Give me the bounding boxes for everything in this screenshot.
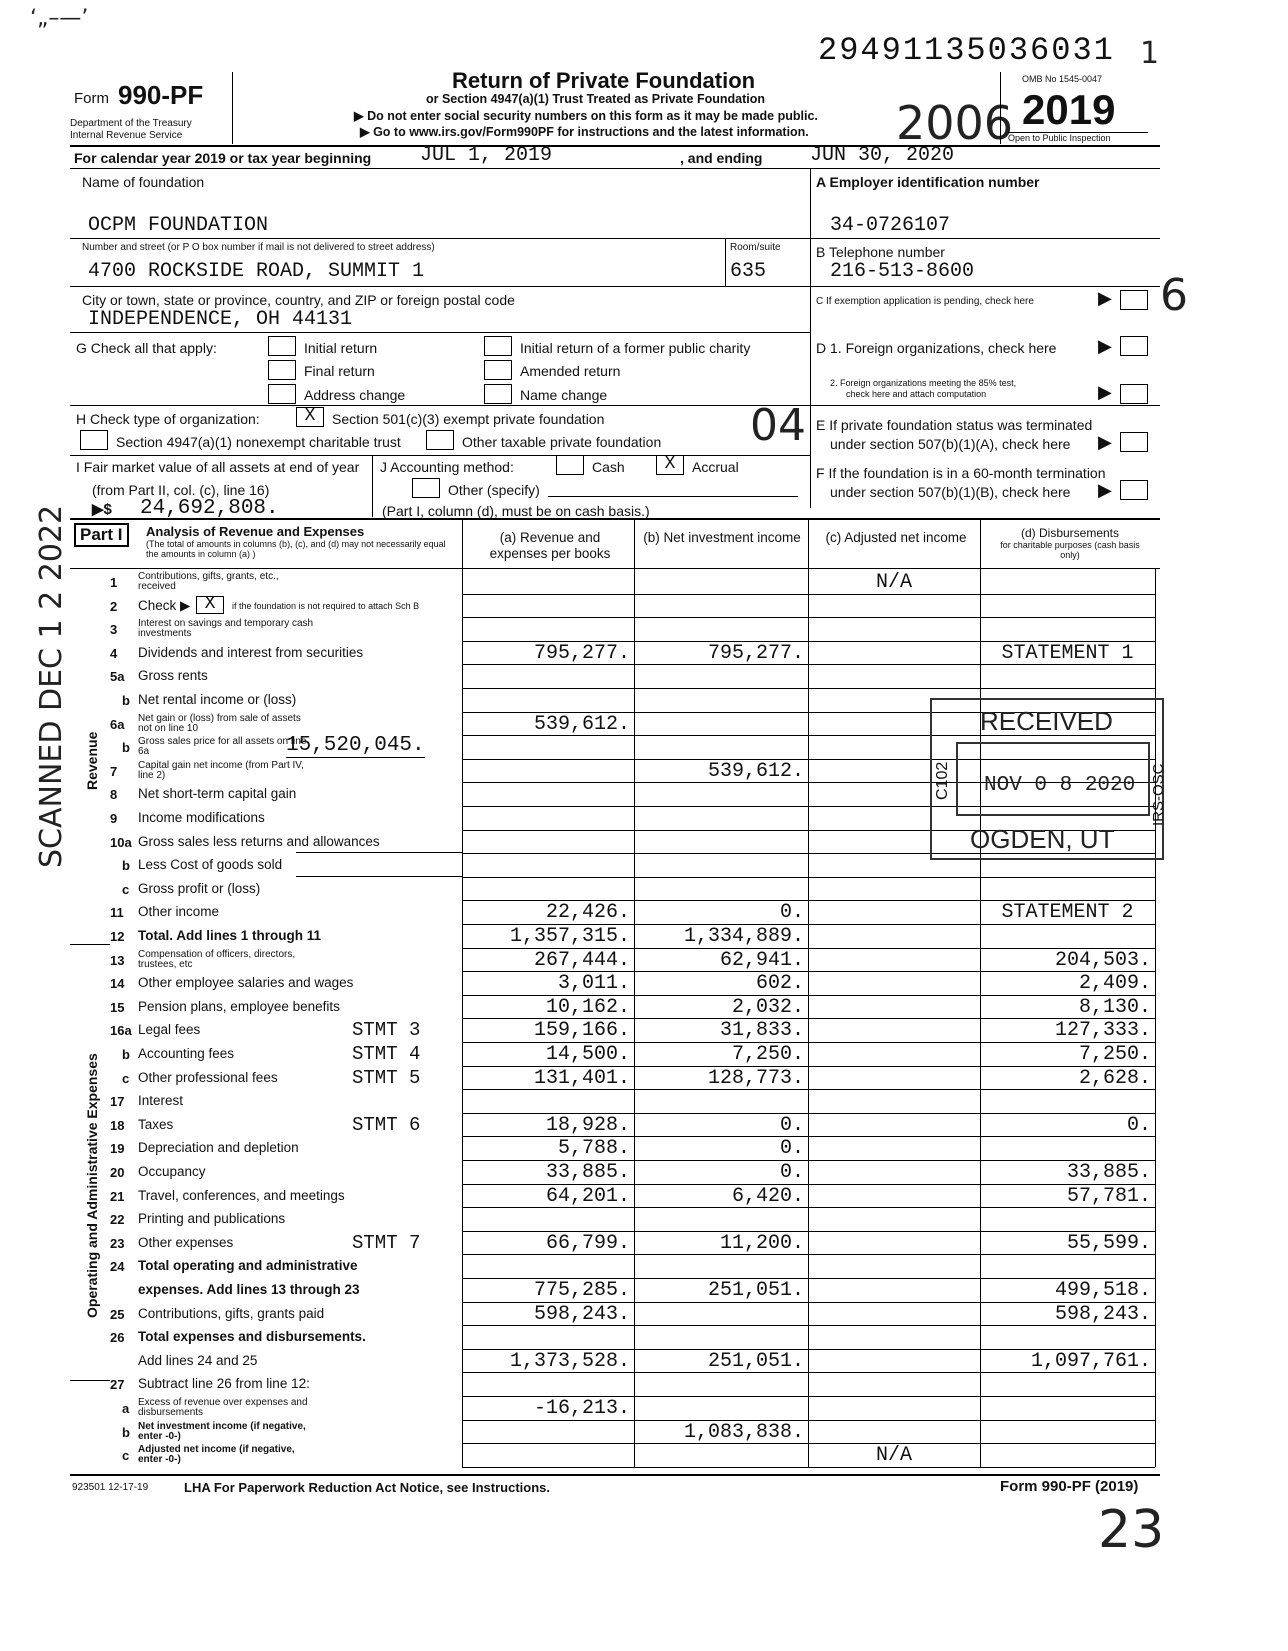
- i-label-line1: I Fair market value of all assets at end of year: [76, 459, 360, 475]
- line-description: Other income: [138, 904, 220, 920]
- line-number: 3: [110, 622, 118, 638]
- cell-col-d: 499,518.: [1054, 1279, 1151, 1302]
- cell-col-a: 18,928.: [545, 1113, 630, 1137]
- line-description: Income modifications: [138, 810, 265, 825]
- accrual-checkbox[interactable]: X: [656, 455, 684, 475]
- cell-col-d: 55,599.: [1066, 1231, 1151, 1255]
- line-description: Total expenses and disbursements.: [138, 1329, 366, 1345]
- cell-col-c: N/A: [875, 1444, 912, 1468]
- address-change-checkbox[interactable]: [268, 384, 296, 404]
- line-number: 4: [110, 645, 118, 661]
- cell-col-b: 602.: [755, 972, 804, 996]
- cell-col-a: 3,011.: [557, 972, 630, 996]
- line-number: c: [122, 881, 130, 897]
- name-change-checkbox[interactable]: [484, 384, 512, 404]
- cell-col-d: 8,130.: [1078, 995, 1151, 1019]
- cell-col-b: 251,051.: [707, 1279, 804, 1302]
- tax-year: 2019: [1022, 86, 1116, 133]
- other-method-checkbox[interactable]: [412, 478, 440, 498]
- line-number: 25: [110, 1306, 125, 1322]
- line-number: 17: [110, 1094, 125, 1110]
- line-number: 22: [110, 1212, 125, 1228]
- line-number: b: [122, 740, 130, 756]
- cell-col-b: 2,032.: [731, 995, 804, 1019]
- j-label: J Accounting method:: [380, 459, 514, 475]
- f-label-line2: under section 507(b)(1)(B), check here: [830, 484, 1071, 500]
- cell-col-b: 0.: [779, 1161, 804, 1184]
- initial-return-checkbox[interactable]: [268, 336, 296, 356]
- line-number: 24: [110, 1259, 125, 1275]
- cell-col-b: 795,277.: [707, 641, 804, 665]
- line-description: Travel, conferences, and meetings: [138, 1187, 345, 1203]
- cell-col-d: 598,243.: [1054, 1302, 1151, 1326]
- cell-col-b: 0.: [779, 1113, 804, 1137]
- line-number: b: [122, 1424, 130, 1440]
- sec-4947-label: Section 4947(a)(1) nonexempt charitable trust: [116, 434, 401, 450]
- sec-501c3-label: Section 501(c)(3) exempt private foundation: [332, 411, 605, 427]
- line-number: 1: [110, 575, 118, 590]
- line-number: 23: [110, 1235, 125, 1251]
- line-number: 2: [110, 598, 118, 614]
- address-change-label: Address change: [304, 387, 406, 403]
- cell-col-b: 11,200.: [719, 1231, 804, 1255]
- cell-col-a: 159,166.: [533, 1019, 630, 1043]
- footer-code: 923501 12-17-19: [72, 1482, 149, 1493]
- cell-col-a: 539,612.: [533, 712, 630, 736]
- revenue-side-label: Revenue: [84, 731, 100, 790]
- calendar-year-label: For calendar year 2019 or tax year beginning: [74, 150, 372, 166]
- line-number: 16a: [110, 1023, 132, 1039]
- cell-col-a: 10,162.: [545, 995, 630, 1019]
- line-number: 12: [110, 929, 125, 944]
- line-description: Add lines 24 and 25: [138, 1352, 258, 1368]
- line-description: Less Cost of goods sold: [138, 857, 283, 873]
- arrow-icon: ▶: [1098, 382, 1112, 402]
- line-number: b: [122, 1047, 130, 1062]
- line-description: Legal fees: [138, 1022, 201, 1038]
- line-description: Other expenses: [138, 1234, 234, 1250]
- document-locator-number: 29491135036031: [818, 32, 1115, 69]
- line-description: Other employee salaries and wages: [138, 975, 354, 991]
- exemption-pending-checkbox[interactable]: [1120, 290, 1148, 310]
- line-description: Printing and publications: [138, 1211, 286, 1227]
- end-date: JUN 30, 2020: [810, 144, 955, 167]
- foreign-85-checkbox[interactable]: [1120, 384, 1148, 404]
- line-description: Other professional fees: [138, 1069, 278, 1085]
- line-description: Gross rents: [138, 668, 208, 684]
- page-number: 23: [1098, 1500, 1165, 1560]
- line-description: Capital gain net income (from Part IV, line 2): [138, 759, 304, 781]
- fmv-value: 24,692,808.: [140, 497, 279, 520]
- line-number: c: [122, 1070, 130, 1086]
- final-return-checkbox[interactable]: [268, 360, 296, 380]
- received-stamp-text: RECEIVED: [980, 706, 1113, 736]
- cell-col-b: 6,420.: [731, 1184, 804, 1208]
- line-number: a: [122, 1401, 130, 1416]
- line-number: 8: [110, 787, 118, 803]
- cell-col-a: 64,201.: [545, 1184, 630, 1208]
- cell-col-a: 1,357,315.: [509, 925, 630, 948]
- name-change-label: Name change: [520, 387, 608, 403]
- line-number: 19: [110, 1141, 125, 1157]
- line-description: Taxes: [138, 1116, 174, 1132]
- cell-col-b: 251,051.: [707, 1349, 804, 1373]
- begin-date: JUL 1, 2019: [420, 144, 553, 167]
- cell-col-b: 7,250.: [731, 1043, 804, 1066]
- scanned-stamp: SCANNED DEC 1 2 2022: [34, 504, 69, 868]
- form-subtitle: or Section 4947(a)(1) Trust Treated as Private Foundation: [426, 92, 765, 106]
- arrow-icon: ▶: [1098, 288, 1112, 308]
- room-suite: 635: [730, 260, 767, 283]
- cell-col-a: 66,799.: [545, 1231, 630, 1255]
- cell-col-b: 1,334,889.: [683, 925, 804, 948]
- accrual-label: Accrual: [692, 459, 739, 475]
- part1-cash-note: (Part I, column (d), must be on cash basis.): [382, 503, 650, 519]
- line-description: Total operating and administrative: [138, 1258, 358, 1274]
- h-label: H Check type of organization:: [76, 411, 260, 427]
- instructions-notice: ▶ Go to www.irs.gov/Form990PF for instructions and the latest information.: [360, 125, 809, 139]
- line-number: 6a: [110, 716, 125, 732]
- cell-col-b: 539,612.: [707, 759, 804, 783]
- cell-col-a: 33,885.: [545, 1161, 630, 1184]
- col-c-header: (c) Adjusted net income: [825, 530, 967, 545]
- line2-text: if the foundation is not required to attach Sch B: [232, 601, 420, 611]
- foundation-name: OCPM FOUNDATION: [88, 214, 269, 237]
- line-description: Gross profit or (loss): [138, 880, 261, 896]
- arrow-icon: ▶: [1098, 432, 1112, 452]
- stamp-irs-osc: IRS-OSC: [1150, 763, 1167, 826]
- cell-col-d: STATEMENT 1: [1001, 641, 1134, 665]
- line-description: Interest: [138, 1093, 184, 1109]
- name-label: Name of foundation: [82, 174, 205, 190]
- omb-number: OMB No 1545-0047: [1022, 74, 1103, 84]
- line-description: Net rental income or (loss): [138, 692, 297, 707]
- col-d-subheader: for charitable purposes (cash basis only): [1000, 540, 1140, 560]
- line-description: Excess of revenue over expenses and disbursements: [138, 1397, 308, 1418]
- line-description: Compensation of officers, directors, trustees, etc: [138, 948, 296, 970]
- line-description: Net investment income (if negative, enter -0-): [138, 1420, 306, 1442]
- ssn-notice: ▶ Do not enter social security numbers on this form as it may be made public.: [354, 109, 818, 123]
- cell-col-d: 127,333.: [1054, 1019, 1151, 1043]
- cell-col-b: 31,833.: [719, 1019, 804, 1043]
- city-state-zip: INDEPENDENCE, OH 44131: [88, 308, 353, 331]
- amended-return-label: Amended return: [520, 363, 621, 379]
- line-description: Depreciation and depletion: [138, 1140, 299, 1156]
- e-label-line2: under section 507(b)(1)(A), check here: [830, 436, 1071, 452]
- stamp-code: C102: [934, 761, 951, 800]
- statement-ref: STMT 4: [352, 1043, 421, 1065]
- phone-label: B Telephone number: [816, 244, 945, 260]
- line-number: 5a: [110, 669, 125, 685]
- initial-return-label: Initial return: [304, 340, 378, 356]
- cell-col-a: 14,500.: [545, 1043, 630, 1066]
- line-number: 20: [110, 1165, 125, 1180]
- line-description: expenses. Add lines 13 through 23: [138, 1282, 360, 1297]
- cell-col-a: 267,444.: [533, 948, 630, 972]
- d1-label: D 1. Foreign organizations, check here: [816, 340, 1057, 356]
- cell-col-b: 0.: [779, 901, 804, 925]
- cell-col-d: 57,781.: [1066, 1184, 1151, 1208]
- e-label-line1: E If private foundation status was terminated: [816, 417, 1093, 433]
- cell-col-b: 62,941.: [719, 948, 804, 972]
- line-number: 26: [110, 1330, 125, 1346]
- fmv-dollar: ▶$: [92, 501, 112, 518]
- form-title: Return of Private Foundation: [452, 68, 756, 93]
- cell-col-d: 2,628.: [1078, 1066, 1151, 1090]
- form-prefix: Form: [74, 90, 109, 107]
- e-checkbox[interactable]: [1120, 432, 1148, 452]
- part1-tag: Part I: [74, 523, 129, 547]
- cell-col-a: 775,285.: [533, 1279, 630, 1302]
- statement-ref: STMT 3: [352, 1019, 421, 1042]
- other-specify-label: Other (specify): [448, 482, 540, 498]
- line-number: b: [122, 858, 130, 874]
- line6b-gross-sales: 15,520,045.: [286, 734, 425, 757]
- cell-col-a: 598,243.: [533, 1302, 630, 1326]
- line-description: Contributions, gifts, grants paid: [138, 1305, 325, 1321]
- ein-label: A Employer identification number: [816, 174, 1040, 190]
- handwritten-year: 2006: [896, 96, 1014, 150]
- mark-1: 1: [1140, 36, 1160, 71]
- sec-501c3-checkbox[interactable]: X: [296, 407, 324, 427]
- cell-col-a: 5,788.: [557, 1137, 630, 1161]
- cell-col-a: 795,277.: [533, 641, 630, 665]
- f-label-line1: F If the foundation is in a 60-month termination: [816, 465, 1106, 481]
- f-checkbox[interactable]: [1120, 480, 1148, 500]
- ending-label: , and ending: [680, 150, 763, 166]
- line-number: 15: [110, 999, 125, 1015]
- city-label: City or town, state or province, country, and ZIP or foreign postal code: [82, 292, 515, 308]
- arrow-icon: ▶: [1098, 336, 1112, 356]
- cell-col-a: 131,401.: [533, 1066, 630, 1090]
- handwritten-04: 04: [750, 400, 806, 451]
- footer-form-ref: Form 990-PF (2019): [1000, 1478, 1139, 1495]
- cell-col-a: 22,426.: [545, 901, 630, 925]
- other-taxable-checkbox[interactable]: [426, 430, 454, 450]
- line-number: b: [122, 693, 130, 708]
- line-description: Net short-term capital gain: [138, 786, 297, 802]
- line-number: 7: [110, 763, 118, 779]
- irs-label: Internal Revenue Service: [70, 130, 183, 141]
- line-description: Gross sales less returns and allowances: [138, 833, 380, 849]
- form-name: 990-PF: [118, 80, 204, 110]
- received-date: NOV 0 8 2020: [984, 774, 1136, 797]
- line-number: c: [122, 1448, 130, 1464]
- col-d-header: (d) Disbursements: [1020, 526, 1120, 540]
- line-description: Net gain or (loss) from sale of assets not on line 10: [138, 712, 301, 734]
- col-a-header: (a) Revenue and expenses per books: [489, 530, 611, 561]
- line-description: Gross sales price for all assets on line 6a: [138, 736, 307, 758]
- exemption-pending-label: C If exemption application is pending, check here: [816, 296, 1034, 307]
- line-number: 21: [110, 1188, 125, 1204]
- final-return-label: Final return: [304, 363, 375, 379]
- line-number: 14: [110, 976, 125, 992]
- line-description: Occupancy: [138, 1164, 206, 1179]
- line-number: 10a: [110, 834, 132, 850]
- line-description: Adjusted net income (if negative, enter -0-): [138, 1444, 295, 1466]
- other-taxable-label: Other taxable private foundation: [462, 434, 662, 450]
- cell-col-b: 128,773.: [707, 1066, 804, 1090]
- line-description: Pension plans, employee benefits: [138, 998, 340, 1014]
- cell-col-d: 0.: [1126, 1113, 1151, 1137]
- expenses-side-label: Operating and Administrative Expenses: [84, 1053, 100, 1318]
- line-number: 9: [110, 811, 118, 826]
- statement-ref: STMT 5: [352, 1066, 421, 1089]
- line-number: 18: [110, 1117, 125, 1133]
- street-label: Number and street (or P O box number if mail is not delivered to street address): [82, 242, 435, 253]
- initial-former-label: Initial return of a former public charity: [520, 340, 751, 356]
- cell-col-d: STATEMENT 2: [1001, 901, 1134, 925]
- line-description: Check ▶: [138, 597, 191, 613]
- top-left-marks: ‘„–—’: [30, 6, 89, 31]
- g-label: G Check all that apply:: [76, 340, 217, 356]
- statement-ref: STMT 6: [352, 1113, 421, 1136]
- dept-treasury: Department of the Treasury: [70, 118, 192, 129]
- received-city: OGDEN, UT: [970, 824, 1115, 854]
- statement-ref: STMT 7: [352, 1231, 421, 1254]
- street-address: 4700 ROCKSIDE ROAD, SUMMIT 1: [88, 260, 425, 283]
- line-description: Contributions, gifts, grants, etc., received: [138, 571, 279, 592]
- cell-col-d: 33,885.: [1066, 1161, 1151, 1184]
- cell-col-d: 1,097,761.: [1030, 1349, 1151, 1373]
- cell-col-d: 7,250.: [1078, 1043, 1151, 1066]
- cash-checkbox[interactable]: [556, 455, 584, 475]
- cell-col-a: -16,213.: [533, 1397, 630, 1420]
- cell-col-c: N/A: [875, 571, 912, 594]
- cell-col-a: 1,373,528.: [509, 1349, 630, 1373]
- public-inspection: Open to Public Inspection: [1008, 132, 1148, 143]
- i-label-line2: (from Part II, col. (c), line 16): [92, 482, 270, 498]
- cell-col-b: 1,083,838.: [683, 1420, 804, 1444]
- line-number: 27: [110, 1377, 125, 1393]
- handwritten-6: 6: [1160, 270, 1188, 321]
- d2-label-line1: 2. Foreign organizations meeting the 85% test,: [830, 378, 1017, 388]
- part1-title-note: (The total of amounts in columns (b), (c), and (d) may not necessarily equal the amounts in column (a) ): [146, 539, 446, 559]
- line-number: 11: [110, 905, 124, 921]
- amended-return-checkbox[interactable]: [484, 360, 512, 380]
- cell-col-b: 0.: [779, 1137, 804, 1161]
- cell-col-d: 2,409.: [1078, 972, 1151, 996]
- line-description: Subtract line 26 from line 12:: [138, 1376, 310, 1392]
- cash-label: Cash: [592, 459, 625, 475]
- initial-former-checkbox[interactable]: [484, 336, 512, 356]
- phone: 216-513-8600: [830, 260, 975, 283]
- room-label: Room/suite: [730, 242, 781, 253]
- line-number: 13: [110, 952, 125, 968]
- foreign-org-checkbox[interactable]: [1120, 336, 1148, 356]
- line-description: Accounting fees: [138, 1046, 235, 1061]
- cell-col-d: 204,503.: [1054, 948, 1151, 972]
- line-description: Interest on savings and temporary cash investments: [138, 618, 314, 640]
- ein: 34-0726107: [830, 214, 951, 237]
- line-description: Dividends and interest from securities: [138, 644, 364, 660]
- line-description: Total. Add lines 1 through 11: [138, 928, 322, 943]
- footer-lha: LHA For Paperwork Reduction Act Notice, see Instructions.: [184, 1480, 550, 1495]
- line2-checkbox[interactable]: X: [196, 596, 224, 614]
- d2-label-line2: check here and attach computation: [846, 389, 987, 399]
- col-b-header: (b) Net investment income: [643, 530, 801, 545]
- arrow-icon: ▶: [1098, 480, 1112, 500]
- part1-title: Analysis of Revenue and Expenses: [146, 524, 365, 539]
- sec-4947-checkbox[interactable]: [80, 430, 108, 450]
